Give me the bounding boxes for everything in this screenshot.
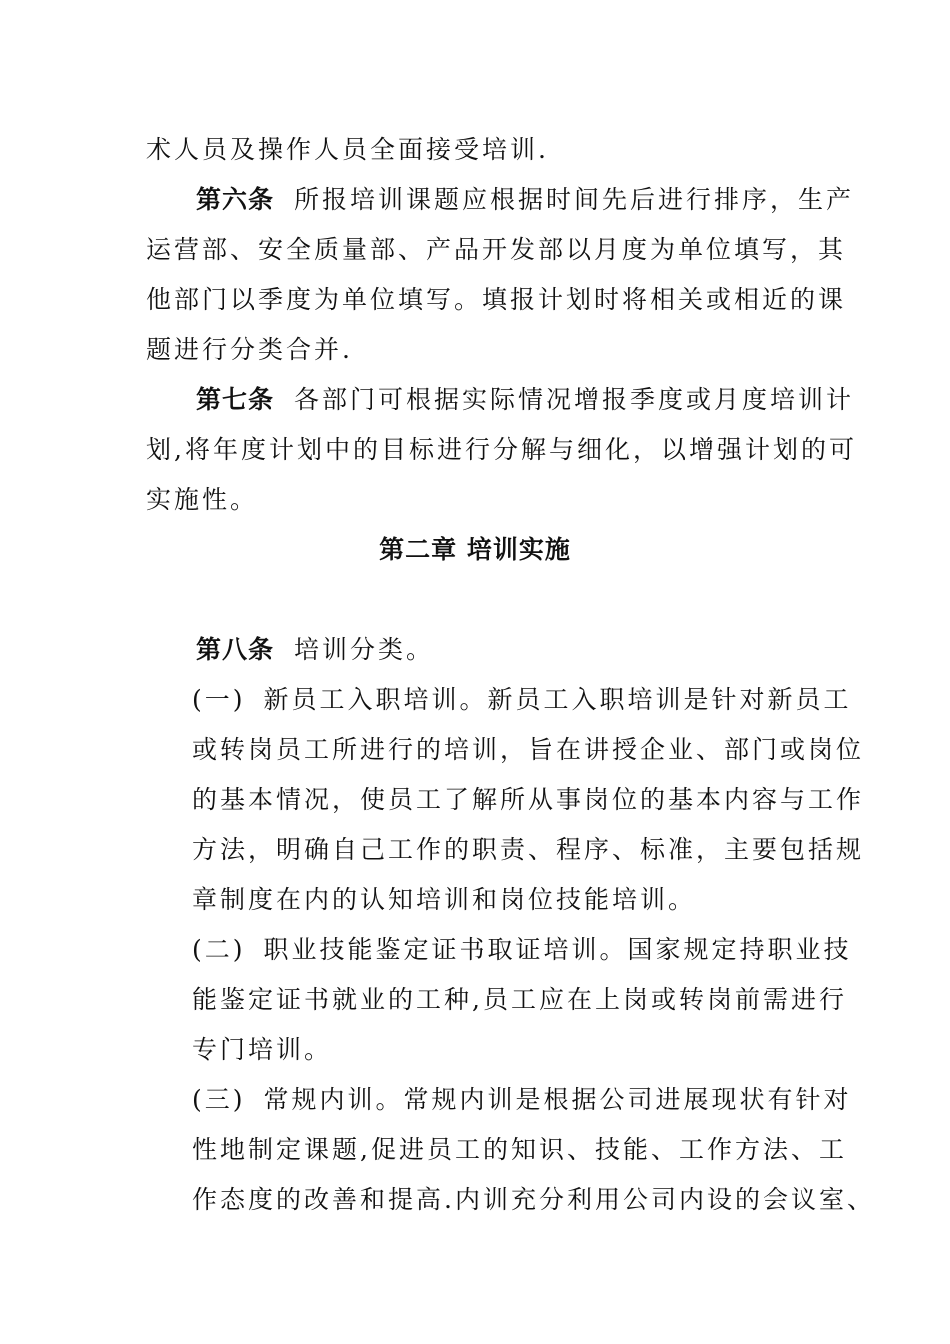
article-6-text-line-2: 运营部、安全质量部、产品开发部以月度为单位填写，其	[146, 235, 847, 264]
item-1-text-line-3: 的基本情况，使员工了解所从事岗位的基本内容与工作	[192, 785, 865, 814]
item-2-text-line-2: 能鉴定证书就业的工种,员工应在上岗或转岗前需进行	[192, 985, 847, 1014]
item-3-first-line	[192, 1083, 852, 1117]
item-3-text-line-2: 性地制定课题,促进员工的知识、技能、工作方法、工	[192, 1135, 847, 1164]
item-1-marker: (一)	[192, 685, 246, 714]
article-6-first-line	[196, 183, 854, 217]
article-7-text-line-3: 实施性。	[146, 485, 259, 514]
paragraph-continuation: 术人员及操作人员全面接受培训.	[146, 135, 549, 164]
item-3-text-line-1: 常规内训。常规内训是根据公司进展现状有针对	[263, 1085, 852, 1114]
item-1-text-line-2: 或转岗员工所进行的培训，旨在讲授企业、部门或岗位	[192, 735, 865, 764]
article-8-intro: 培训分类。	[294, 635, 435, 664]
article-6-text-line-3: 他部门以季度为单位填写。填报计划时将相关或相近的课	[146, 285, 847, 314]
article-6-text-line-1: 所报培训课题应根据时间先后进行排序，生产	[294, 185, 855, 214]
article-6-label: 第六条	[196, 185, 275, 214]
item-1-text-line-5: 章制度在内的认知培训和岗位技能培训。	[192, 885, 697, 914]
item-2-text-line-1: 职业技能鉴定证书取证培训。国家规定持职业技	[263, 935, 852, 964]
item-2-marker: (二)	[192, 935, 246, 964]
article-7-text-line-1: 各部门可根据实际情况增报季度或月度培训计	[294, 385, 855, 414]
article-6-text-line-4: 题进行分类合并.	[146, 335, 353, 364]
item-1-first-line	[192, 683, 852, 717]
item-1-text-line-1: 新员工入职培训。新员工入职培训是针对新员工	[263, 685, 852, 714]
item-1-text-line-4: 方法，明确自己工作的职责、程序、标准，主要包括规	[192, 835, 865, 864]
chapter-2-heading: 第二章 培训实施	[379, 535, 571, 564]
article-8-label: 第八条	[196, 635, 275, 664]
article-7-first-line	[196, 383, 854, 417]
item-2-first-line	[192, 933, 852, 967]
item-3-marker: (三)	[192, 1085, 246, 1114]
item-3-text-line-3: 作态度的改善和提高.内训充分利用公司内设的会议室、	[192, 1185, 875, 1214]
article-8-first-line	[196, 633, 434, 667]
item-2-text-line-3: 专门培训。	[192, 1035, 333, 1064]
article-7-text-line-2: 划,将年度计划中的目标进行分解与细化，以增强计划的可	[146, 435, 857, 464]
article-7-label: 第七条	[196, 385, 275, 414]
